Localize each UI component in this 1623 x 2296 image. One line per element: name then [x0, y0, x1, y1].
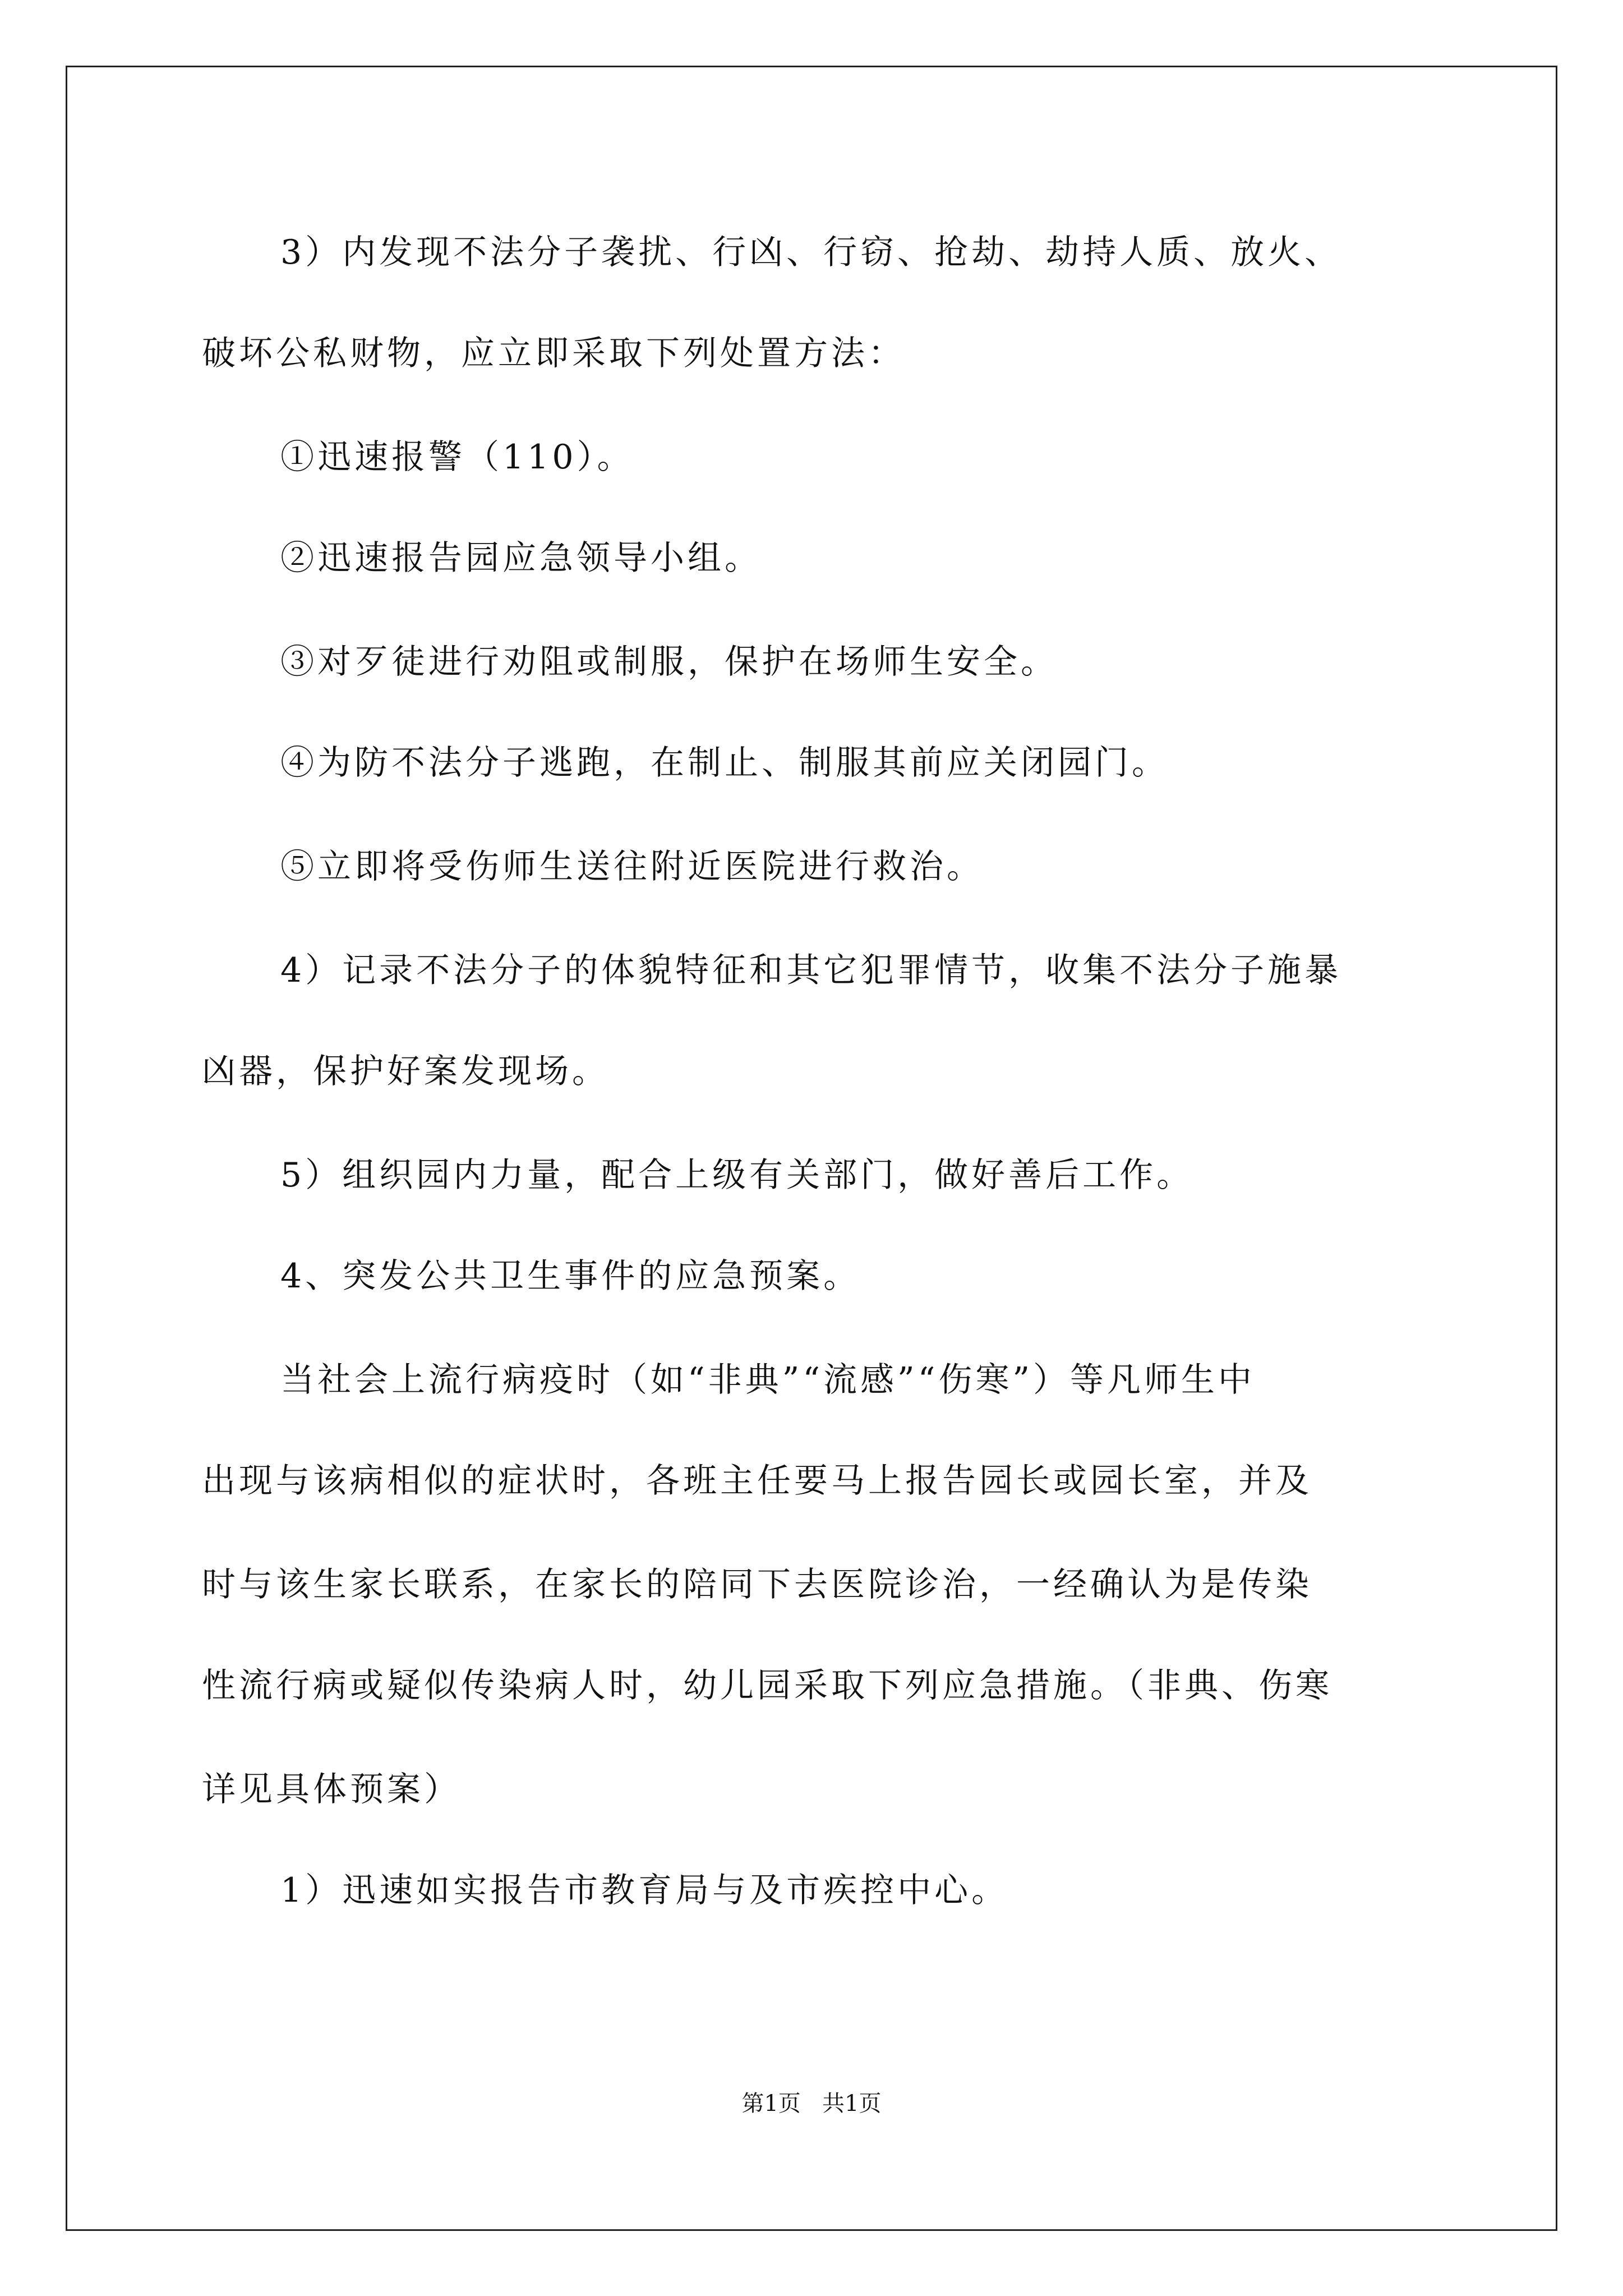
- section-heading: 4、突发公共卫生事件的应急预案。: [280, 1257, 861, 1296]
- paragraph-line: 详见具体预案）: [202, 1770, 461, 1809]
- paragraph-line: 性流行病或疑似传染病人时，幼儿园采取下列应急措施。（非典、伤寒: [202, 1666, 1332, 1705]
- paragraph-line: 出现与该病相似的症状时，各班主任要马上报告园长或园长室，并及: [202, 1461, 1312, 1501]
- paragraph-line: 4）记录不法分子的体貌特征和其它犯罪情节，收集不法分子施暴: [280, 951, 1342, 990]
- paragraph-line: 5）组织园内力量，配合上级有关部门，做好善后工作。: [280, 1156, 1194, 1195]
- paragraph-line: 当社会上流行病疫时（如“非典”“流感”“伤寒”）等凡师生中: [280, 1360, 1256, 1400]
- paragraph-line: 凶器，保护好案发现场。: [202, 1052, 609, 1091]
- paragraph-line: ④为防不法分子逃跑，在制止、制服其前应关闭园门。: [280, 743, 1169, 783]
- paragraph-line: ③对歹徒进行劝阻或制服，保护在场师生安全。: [280, 642, 1058, 682]
- paragraph-line: ①迅速报警（110）。: [280, 438, 634, 477]
- paragraph-line: ②迅速报告园应急领导小组。: [280, 539, 762, 578]
- paragraph-line: 时与该生家长联系，在家长的陪同下去医院诊治，一经确认为是传染: [202, 1565, 1312, 1604]
- paragraph-line: ⑤立即将受伤师生送往附近医院进行救治。: [280, 847, 984, 886]
- paragraph-line: 1）迅速如实报告市教育局与及市疾控中心。: [280, 1871, 1009, 1910]
- paragraph-line: 3）内发现不法分子袭扰、行凶、行窃、抢劫、劫持人质、放火、: [280, 233, 1342, 272]
- paragraph-line: 破坏公私财物，应立即采取下列处置方法：: [202, 334, 905, 373]
- page-footer: 第1页 共1页: [741, 2091, 882, 2116]
